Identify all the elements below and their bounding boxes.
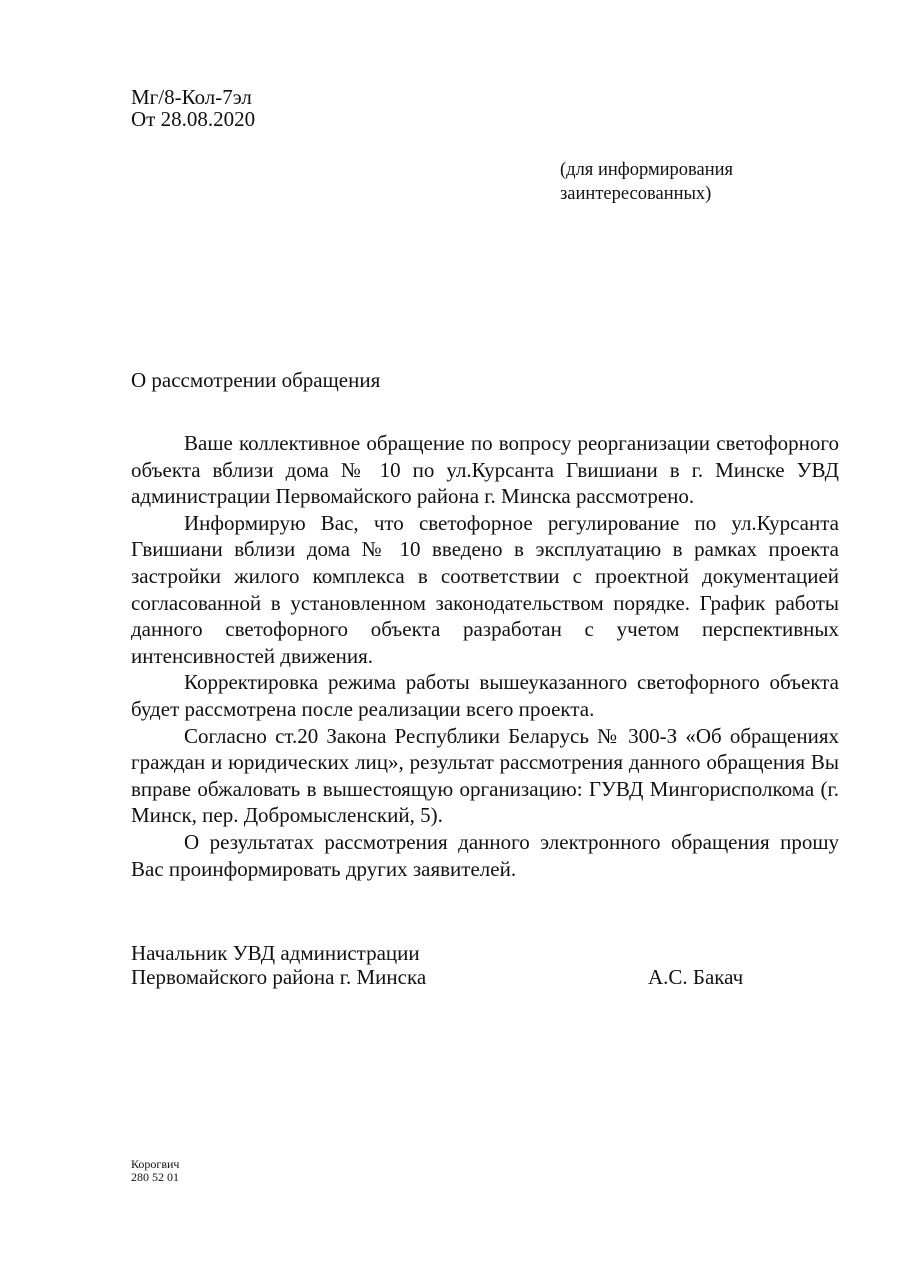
body-paragraph: О результатах рассмотрения данного электронного обращения прошу Вас проинформировать других заявителей. xyxy=(131,829,839,881)
signatory-position-line-1: Начальник УВД администрации xyxy=(131,941,420,965)
executor-block xyxy=(131,1158,179,1184)
reference-date: От 28.08.2020 xyxy=(131,107,256,131)
body-paragraph: Информирую Вас, что светофорное регулирование по ул.Курсанта Гвишиани вблизи дома № 10 введено в эксплуатацию в рамках проекта застройки жилого комплекса в соответствии с проектной документацией согласованной в установленном законодательством порядке. График работы данного светофорного объекта разработан с учетом перспективных интенсивностей движения. xyxy=(131,510,839,668)
reference-block xyxy=(131,86,255,130)
reference-number: Мг/8-Кол-7эл xyxy=(131,85,252,109)
executor-phone: 280 52 01 xyxy=(131,1170,179,1184)
recipient-line-2: заинтересованных) xyxy=(560,184,712,204)
recipient-block xyxy=(560,158,733,206)
letter-body xyxy=(131,430,839,882)
signatory-name: А.С. Бакач xyxy=(648,965,744,989)
signature-block xyxy=(131,941,771,989)
body-paragraph: Ваше коллективное обращение по вопросу реорганизации светофорного объекта вблизи дома № 10 по ул.Курсанта Гвишиани в г. Минске УВД администрации Первомайского района г. Минска рассмотрено. xyxy=(131,431,839,509)
letter-subject: О рассмотрении обращения xyxy=(131,368,381,392)
recipient-line-1: (для информирования xyxy=(560,160,734,180)
executor-name: Корогвич xyxy=(131,1157,180,1171)
body-paragraph: Корректировка режима работы вышеуказанного светофорного объекта будет рассмотрена после реализации всего проекта. xyxy=(131,670,839,721)
signatory-position-line-2: Первомайского района г. Минска xyxy=(131,965,427,989)
body-paragraph: Согласно ст.20 Закона Республики Беларусь № 300-З «Об обращениях граждан и юридических лиц», результат рассмотрения данного обращения Вы вправе обжаловать в вышестоящую организацию: ГУВД Мингорисполкома (г. Минск, пер. Добромысленский, 5). xyxy=(131,723,839,828)
